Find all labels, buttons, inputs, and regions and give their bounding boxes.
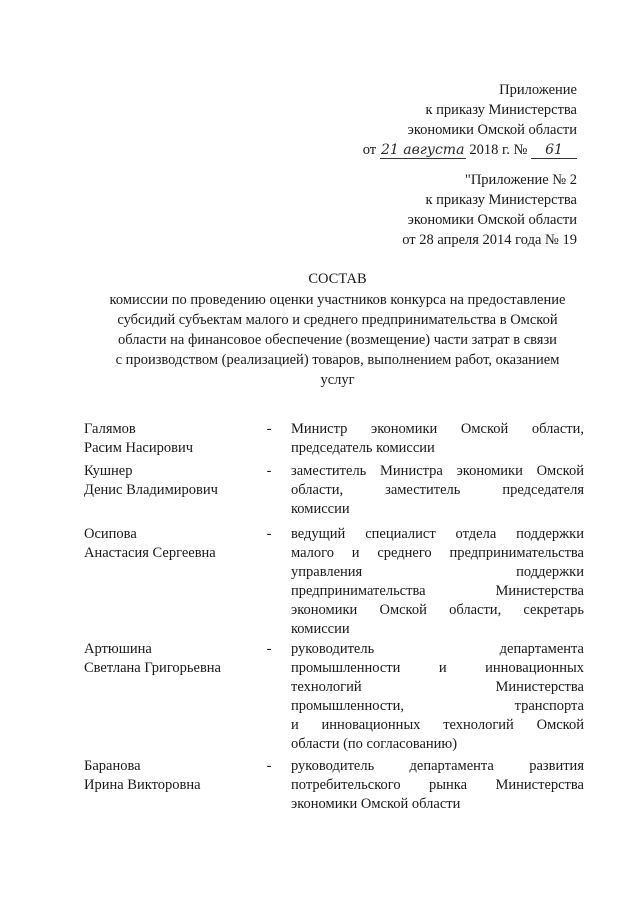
appendix-header-1: [363, 80, 577, 160]
member-name: [84, 640, 254, 678]
member-surname: Артюшина: [84, 641, 152, 657]
member-given-names: Светлана Григорьевна: [84, 660, 221, 676]
position-line: руководитель департамента: [291, 641, 584, 657]
position-line: малого и среднего предпринимательства: [291, 545, 584, 561]
appendix-2-line-1: "Приложение № 2: [464, 172, 577, 188]
member-name: [84, 757, 254, 795]
appendix-2-line-4: от 28 апреля 2014 года № 19: [402, 232, 577, 248]
member-dash: -: [266, 463, 272, 479]
position-line: комиссии: [291, 621, 350, 637]
document-title: [85, 269, 590, 390]
member-dash: -: [266, 421, 272, 437]
member-given-names: Ирина Викторовна: [84, 777, 201, 793]
member-name: [84, 420, 254, 458]
member-dash: -: [266, 758, 272, 774]
title-main: СОСТАВ: [308, 271, 367, 287]
member-position: [291, 420, 584, 458]
position-line: ведущий специалист отдела поддержки: [291, 526, 584, 542]
member-given-names: Расим Насирович: [84, 440, 193, 456]
position-line: комиссии: [291, 501, 350, 517]
member-given-names: Денис Владимирович: [84, 482, 218, 498]
member-dash: -: [266, 526, 272, 542]
position-line: экономики Омской области, секретарь: [291, 602, 584, 618]
position-line: области (по согласованию): [291, 736, 458, 752]
position-line: промышленности и инновационных: [291, 660, 584, 676]
appendix-1-date-line: [363, 140, 577, 160]
position-line: области, заместитель председателя: [291, 482, 584, 498]
year-and-number-label: 2018 г. №: [469, 142, 528, 158]
position-line: предпринимательства Министерства: [291, 583, 584, 599]
position-line: руководитель департамента развития: [291, 758, 584, 774]
title-line: субсидий субъектам малого и среднего предпринимательства в Омской: [117, 312, 558, 328]
appendix-1-line-2: к приказу Министерства: [425, 102, 577, 118]
position-line: и инновационных технологий Омской: [291, 717, 584, 733]
title-line: области на финансовое обеспечение (возмещение) части затрат в связи: [118, 332, 557, 348]
handwritten-date: 21 августа: [381, 142, 465, 158]
member-given-names: Анастасия Сергеевна: [84, 545, 216, 561]
position-line: Министр экономики Омской области,: [291, 421, 584, 437]
member-position: [291, 462, 584, 519]
position-line: промышленности, транспорта: [291, 698, 584, 714]
position-line: технологий Министерства: [291, 679, 584, 695]
member-position: [291, 525, 584, 639]
date-prefix: от: [362, 142, 377, 158]
member-surname: Галямов: [84, 421, 136, 437]
appendix-2-line-2: к приказу Министерства: [425, 192, 577, 208]
member-position: [291, 757, 584, 814]
title-line: комиссии по проведению оценки участников конкурса на предоставление: [109, 292, 566, 308]
member-surname: Баранова: [84, 758, 141, 774]
position-line: потребительского рынка Министерства: [291, 777, 584, 793]
appendix-header-2: [402, 170, 577, 250]
position-line: заместитель Министра экономики Омской: [291, 463, 584, 479]
appendix-1-line-1: Приложение: [499, 82, 577, 98]
member-surname: Кушнер: [84, 463, 133, 479]
member-name: [84, 462, 254, 500]
title-line: с производством (реализацией) товаров, выполнением работ, оказанием: [115, 352, 560, 368]
position-line: председатель комиссии: [291, 440, 435, 456]
member-name: [84, 525, 254, 563]
position-line: управления поддержки: [291, 564, 584, 580]
title-line: услуг: [320, 372, 355, 388]
appendix-1-line-3: экономики Омской области: [407, 122, 577, 138]
appendix-2-line-3: экономики Омской области: [407, 212, 577, 228]
member-position: [291, 640, 584, 754]
member-dash: -: [266, 641, 272, 657]
position-line: экономики Омской области: [291, 796, 461, 812]
handwritten-order-number: 61: [531, 142, 577, 159]
member-surname: Осипова: [84, 526, 137, 542]
